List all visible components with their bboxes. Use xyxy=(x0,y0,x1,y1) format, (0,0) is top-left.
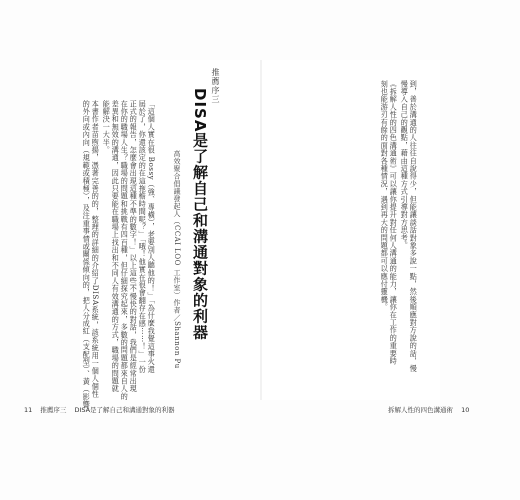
body-column: 「這個人實在很 Bossy（強、專橫），老要別人聽他的！」「為什麼我覺這事火還 xyxy=(147,100,157,374)
body-column: 本書作者苗煦揚，憑著完善的的，整理的詳細的介紹了DISA系統，該系統用一個人個性 xyxy=(91,100,101,398)
left-footer-section: 推薦序三 xyxy=(40,406,67,414)
body-column: 的外向或內向（規範或積極），及注重事情或關係傾向的，把人分成紅（支配型）、黃（影響 xyxy=(82,100,92,409)
left-page-number: 11 xyxy=(24,406,33,414)
body-column: 正式的報告，怎麼會出現這種不準的數字！」以上這些不慢快的對話，我們是經常出現 xyxy=(129,100,139,393)
right-page xyxy=(262,60,440,400)
left-page xyxy=(80,60,260,409)
left-footer-title: DISA是了解自己和溝通對象的利器 xyxy=(74,406,175,414)
body-column: 能解決一大半。 xyxy=(102,100,112,154)
body-column: 《拆解人性的四色溝通術》可以讓你提升對任何人溝通的能力，讓你在工作的重要時 xyxy=(389,80,399,365)
left-footer xyxy=(24,405,181,414)
body-column: 刻也能游刃有餘的面對各種情況，遇到再大的問題都可以應付靈機。 xyxy=(380,80,390,311)
right-page-number: 10 xyxy=(461,406,470,414)
body-column: 在你的職場人生？職場的問題和挑戰有四百種，但仔細探究起來，多數的問題都來自人的 xyxy=(120,100,130,401)
right-footer xyxy=(388,405,475,414)
body-column: 到，善於溝通的人往往自說得少，但能讓談話對象多說一點，然後順應對方說的話，慢 xyxy=(409,80,419,373)
body-column: 慢導入自己的觀點，藉由這種方式引導對方思考。 xyxy=(400,80,410,250)
author-byline: 高效聚合倡議發起人（CCAI LOO 工作室）作者／Shannon Pu xyxy=(173,150,181,369)
right-footer-title: 拆解人性的四色溝通術 xyxy=(388,406,453,414)
chapter-heading: DISA是了解自己和溝通對象的利器 xyxy=(191,88,209,341)
body-column: 差異和無效的溝通，因此只要能在職場上找出和不同人有效溝通的方式，職場的問題就 xyxy=(111,100,121,393)
body-column: 屆於了，你還該定的在這拖檐時間呢？」「哦！他實在很會翻存在感⋯⋯！」一份 xyxy=(138,100,148,374)
section-label: 推薦序三 xyxy=(211,68,220,104)
